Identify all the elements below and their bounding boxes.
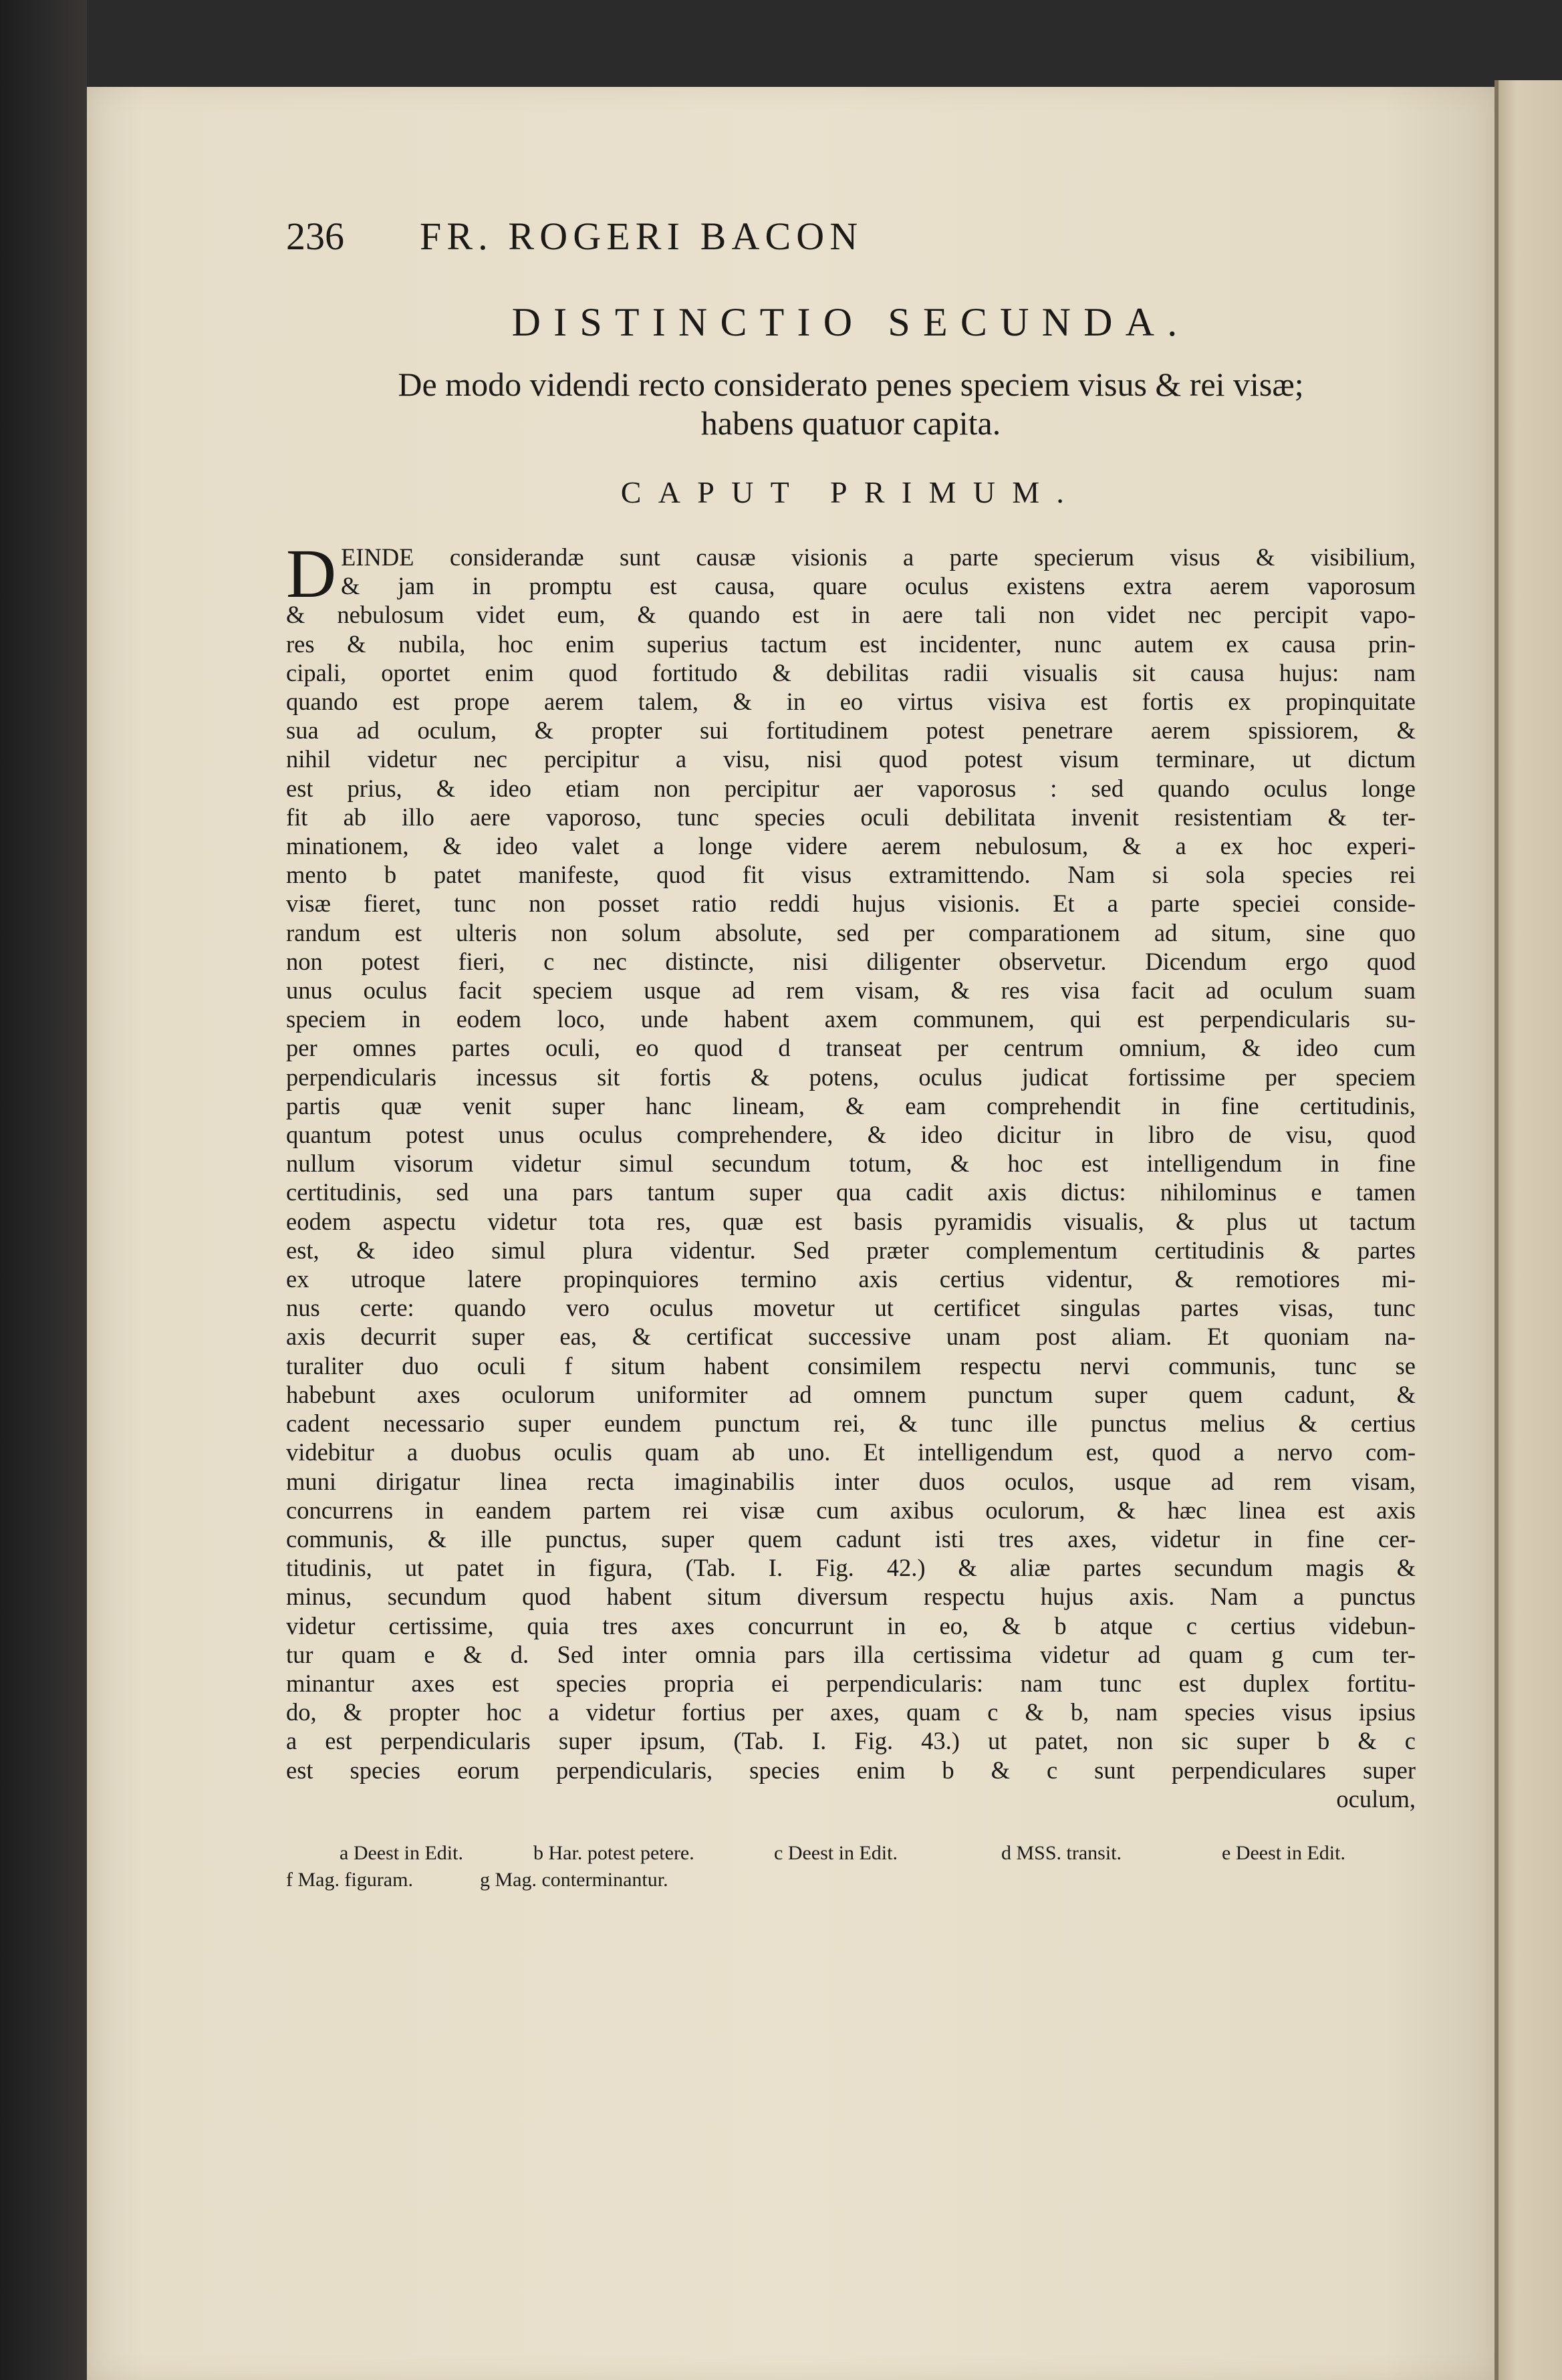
text-line: videtur certissime, quia tres axes concurrunt in eo, & b atque c certius videbun-	[286, 1611, 1416, 1639]
text-line: nus certe: quando vero oculus movetur ut certificet singulas partes visas, tunc	[286, 1294, 1416, 1322]
text-line: speciem in eodem loco, unde habent axem communem, qui est perpendicularis su-	[286, 1005, 1416, 1033]
text-line: eodem aspectu videtur tota res, quæ est basis pyramidis visualis, & plus ut tactum	[286, 1207, 1416, 1235]
body-text	[286, 535, 1416, 1813]
page-number: 236	[286, 215, 344, 258]
text-line: fit ab illo aere vaporoso, tunc species oculi debilitata invenit resistentiam & ter-	[286, 803, 1416, 831]
text-line: habebunt axes oculorum uniformiter ad omnem punctum super quem cadunt, &	[286, 1380, 1416, 1408]
text-line: do, & propter hoc a videtur fortius per axes, quam c & b, nam species visus ipsius	[286, 1698, 1416, 1726]
footnote: g Mag. conterminantur.	[480, 1868, 668, 1891]
scan-background-left	[0, 0, 87, 2380]
text-line: a est perpendicularis super ipsum, (Tab. I. Fig. 43.) ut patet, non sic super b & c	[286, 1727, 1416, 1755]
text-line: axis decurrit super eas, & certificat successive unam post aliam. Et quoniam na-	[286, 1323, 1416, 1351]
text-line: quando est prope aerem talem, & in eo virtus visiva est fortis ex propinquitate	[286, 688, 1416, 716]
running-head-title: FR. ROGERI BACON	[420, 215, 864, 258]
text-line: concurrens in eandem partem rei visæ cum axibus oculorum, & hæc linea est axis	[286, 1496, 1416, 1524]
text-line: minationem, & ideo valet a longe videre aerem nebulosum, & a ex hoc experi-	[286, 832, 1416, 860]
text-line: perpendicularis incessus sit fortis & potens, oculus judicat fortissime per speciem	[286, 1063, 1416, 1091]
footnotes	[286, 1840, 1416, 1893]
chapter-heading: CAPUT PRIMUM.	[620, 475, 1081, 509]
text-line: turaliter duo oculi f situm habent consimilem respectu nervi communis, tunc se	[286, 1351, 1416, 1379]
subtitle-line: habens quatuor capita.	[700, 404, 1001, 442]
subtitle-line: De modo videndi recto considerato penes speciem visus & rei visæ;	[398, 366, 1304, 403]
text-line: videbitur a duobus oculis quam ab uno. Et intelligendum est, quod a nervo com-	[286, 1438, 1416, 1466]
text-line: nihil videtur nec percipitur a visu, nisi quod potest visum terminare, ut dictum	[286, 745, 1416, 773]
text-line: nullum visorum videtur simul secundum totum, & hoc est intelligendum in fine	[286, 1150, 1416, 1178]
text-line: cadent necessario super eundem punctum rei, & tunc ille punctus melius & certius	[286, 1410, 1416, 1438]
footnote: d MSS. transit.	[1001, 1841, 1122, 1864]
footnote-row	[286, 1867, 1416, 1893]
text-line: tur quam e & d. Sed inter omnia pars illa certissima videtur ad quam g cum ter-	[286, 1640, 1416, 1668]
text-line: est, & ideo simul plura videntur. Sed præter complementum certitudinis & partes	[286, 1236, 1416, 1264]
text-line: res & nubila, hoc enim superius tactum est incidenter, nunc autem ex causa prin-	[286, 630, 1416, 658]
facing-page-edge	[1497, 80, 1562, 2380]
footnote: a Deest in Edit.	[340, 1841, 463, 1864]
text-line: est species eorum perpendicularis, species enim b & c sunt perpendiculares super	[286, 1756, 1416, 1784]
drop-cap: D	[286, 535, 337, 612]
page-content	[286, 214, 1416, 1893]
text-line: muni dirigatur linea recta imaginabilis inter duos oculos, usque ad rem visam,	[286, 1467, 1416, 1495]
page-gutter-edge	[1494, 80, 1499, 2380]
text-line: quantum potest unus oculus comprehendere, & ideo dicitur in libro de visu, quod	[286, 1121, 1416, 1149]
catchword: oculum,	[1336, 1784, 1416, 1813]
text-line: sua ad oculum, & propter sui fortitudinem potest penetrare aerem spissiorem, &	[286, 716, 1416, 745]
text-line: titudinis, ut patet in figura, (Tab. I. Fig. 42.) & aliæ partes secundum magis &	[286, 1554, 1416, 1582]
text-line: & jam in promptu est causa, quare oculus existens extra aerem vaporosum	[341, 572, 1416, 600]
footnote-row	[286, 1840, 1416, 1867]
section-subtitle	[286, 365, 1416, 442]
section-heading: DISTINCTIO SECUNDA.	[511, 300, 1190, 344]
text-line: partis quæ venit super hanc lineam, & eam comprehendit in fine certitudinis,	[286, 1091, 1416, 1119]
text-line: certitudinis, sed una pars tantum super qua cadit axis dictus: nihilominus e tamen	[286, 1178, 1416, 1206]
text-line: visæ fieret, tunc non posset ratio reddi hujus visionis. Et a parte speciei conside-	[286, 890, 1416, 918]
text-line: ex utroque latere propinquiores termino axis certius videntur, & remotiores mi-	[286, 1265, 1416, 1293]
running-head	[286, 214, 1416, 274]
text-line: est prius, & ideo etiam non percipitur aer vaporosus : sed quando oculus longe	[286, 774, 1416, 802]
text-line: unus oculus facit speciem usque ad rem visam, & res visa facit ad oculum suam	[286, 976, 1416, 1005]
footnote: e Deest in Edit.	[1222, 1841, 1345, 1864]
text-line: mento b patet manifeste, quod fit visus extramittendo. Nam si sola species rei	[286, 861, 1416, 889]
text-line: cipali, oportet enim quod fortitudo & debilitas radii visualis sit causa hujus: nam	[286, 658, 1416, 686]
footnote: b Har. potest petere.	[533, 1841, 694, 1864]
text-line: minus, secundum quod habent situm diversum respectu hujus axis. Nam a punctus	[286, 1583, 1416, 1611]
text-line: randum est ulteris non solum absolute, sed per comparationem ad situm, sine quo	[286, 918, 1416, 946]
text-line: EINDE considerandæ sunt causæ visionis a parte specierum visus & visibilium,	[341, 543, 1416, 571]
text-line: per omnes partes oculi, eo quod d transeat per centrum omnium, & ideo cum	[286, 1034, 1416, 1062]
text-line: & nebulosum videt eum, & quando est in aere tali non videt nec percipit vapo-	[286, 601, 1416, 629]
footnote: c Deest in Edit.	[774, 1841, 898, 1864]
footnote: f Mag. figuram.	[286, 1868, 413, 1891]
text-line: non potest fieri, c nec distincte, nisi diligenter observetur. Dicendum ergo quod	[286, 947, 1416, 975]
text-line: communis, & ille punctus, super quem cadunt isti tres axes, videtur in fine cer-	[286, 1525, 1416, 1553]
text-line: minantur axes est species propria ei perpendicularis: nam tunc est duplex fortitu-	[286, 1669, 1416, 1697]
